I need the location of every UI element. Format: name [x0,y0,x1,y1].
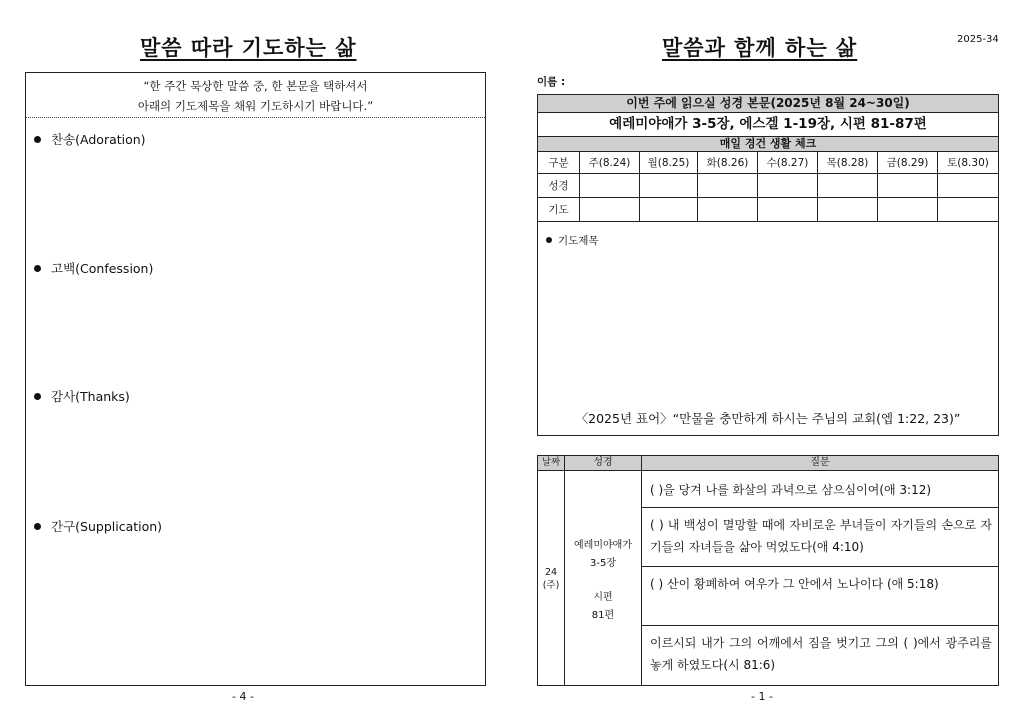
date-weekday: (주) [542,580,560,591]
right-page-title: 말씀과 함께 하는 삶 [662,36,858,60]
question-3: ( ) 산이 황폐하여 여우가 그 안에서 노나이다 (애 5:18) [642,567,998,626]
instruction-box [26,73,485,118]
right-page-number: - 1 - [751,690,773,703]
date-header: 날짜 [538,456,565,470]
prayer-check-wed[interactable] [758,198,818,221]
header-cell-sun: 주(8.24) [580,152,640,173]
header-cell-wed: 수(8.27) [758,152,818,173]
bullet-icon [34,523,41,530]
scripture-range-2: 81편 [591,610,615,621]
scripture-book-1: 예레미야애가 [574,540,632,551]
reading-passages: 예레미야애가 3-5장, 에스겔 1-19장, 시편 81-87편 [538,113,998,137]
scripture-cell [565,471,642,685]
instruction-line-2: 아래의 기도제목을 채워 기도하시기 바랍니다.” [137,99,374,113]
confession-label: 고백(Confession) [51,261,154,276]
bible-check-sat[interactable] [938,174,998,197]
bullet-icon [34,136,41,143]
prayer-topics [546,233,599,248]
bible-check-sun[interactable] [580,174,640,197]
yearly-motto: 〈2025년 표어〉“만물을 충만하게 하시는 주님의 교회(엡 1:22, 23)” [575,411,961,426]
header-cell-fri: 금(8.29) [878,152,938,173]
header-cell-label: 구분 [538,152,580,173]
header-cell-tue: 화(8.26) [698,152,758,173]
adoration-label: 찬송(Adoration) [51,132,146,147]
confession-item [34,259,153,277]
instruction-line-1: “한 주간 묵상한 말씀 중, 한 본문을 택하셔서 [143,79,368,93]
left-page-title: 말씀 따라 기도하는 삶 [140,36,357,60]
name-label: 이름 : [537,76,566,88]
header-cell-sat: 토(8.30) [947,157,989,169]
scripture-header: 성경 [565,456,642,470]
left-page-number: - 4 - [232,690,254,703]
reading-check-table [537,94,999,436]
bible-row-label: 성경 [538,174,580,197]
prayer-check-tue[interactable] [698,198,758,221]
bible-check-tue[interactable] [698,174,758,197]
quiz-table [537,455,999,686]
issue-number: 2025-34 [957,34,999,45]
bullet-icon [34,265,41,272]
prayer-check-sat[interactable] [938,198,998,221]
prayer-sheet [25,72,486,686]
scripture-book-2: 시편 [593,592,613,603]
date-day: 24 [544,567,558,578]
prayer-row-label: 기도 [538,198,580,221]
question-header: 질문 [810,457,830,468]
date-cell [538,471,565,685]
prayer-topics-label: 기도제목 [558,235,599,247]
prayer-check-fri[interactable] [878,198,938,221]
bible-check-wed[interactable] [758,174,818,197]
question-4: 이르시되 내가 그의 어깨에서 짐을 벗기고 그의 ( )에서 광주리를 놓게 하였도다(시 81:6) [650,636,992,672]
question-1: ( )을 당겨 나를 화살의 과녁으로 삼으심이여(애 3:12) [642,471,998,508]
prayer-check-mon[interactable] [640,198,698,221]
supplication-label: 간구(Supplication) [51,519,163,534]
supplication-item [34,517,162,535]
thanks-item [34,387,130,405]
adoration-item [34,130,146,148]
scripture-range-1: 3-5장 [590,558,616,569]
bullet-icon [34,393,41,400]
bible-check-row [538,174,998,198]
header-cell-mon: 월(8.25) [640,152,698,173]
prayer-check-thu[interactable] [818,198,878,221]
bible-check-thu[interactable] [818,174,878,197]
bible-check-fri[interactable] [878,174,938,197]
question-2: ( ) 내 백성이 멸망할 때에 자비로운 부녀들이 자기들의 손으로 자기들의 자녀들을 삶아 먹었도다(애 4:10) [642,508,998,567]
prayer-check-row [538,198,998,222]
header-cell-thu: 목(8.28) [818,152,878,173]
bible-check-mon[interactable] [640,174,698,197]
thanks-label: 감사(Thanks) [51,389,130,404]
reading-header: 이번 주에 읽으실 성경 본문(2025년 8월 24~30일) [538,95,998,113]
check-header: 매일 경건 생활 체크 [538,137,998,152]
days-header-row [538,152,998,174]
prayer-check-sun[interactable] [580,198,640,221]
bullet-icon [546,237,552,243]
quiz-header-row [538,456,998,471]
